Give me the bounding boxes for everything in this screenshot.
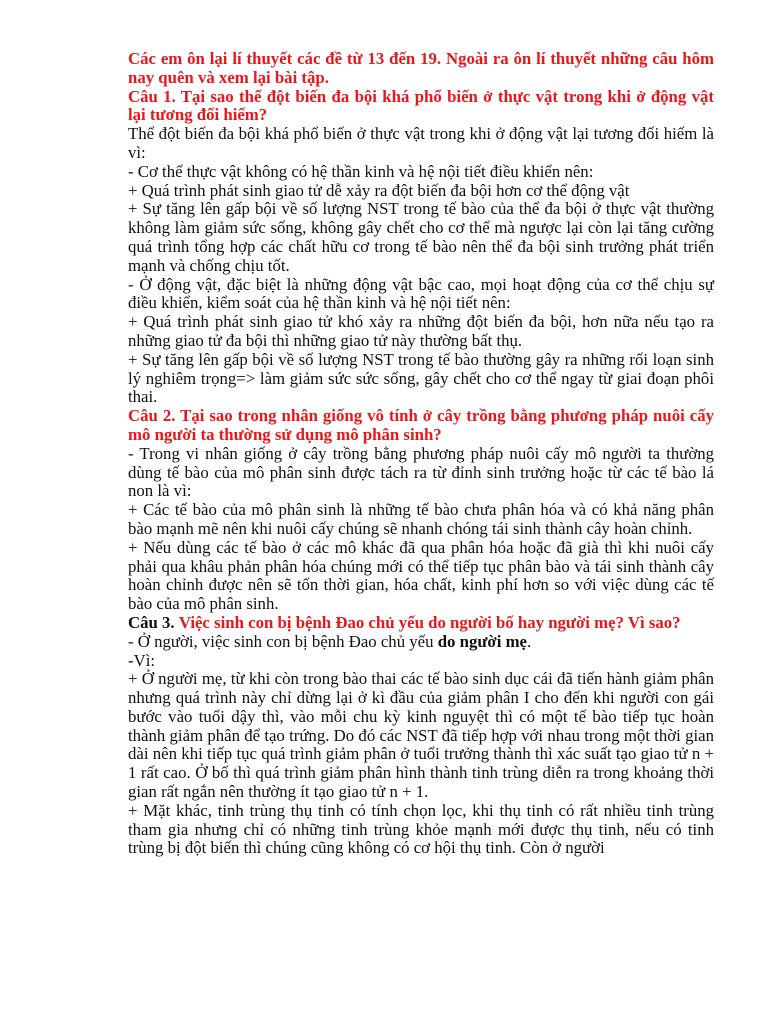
q2-line: - Trong vi nhân giống ở cây trồng bằng phương pháp nuôi cấy mô người ta thường dùng tế bào của mô phân sinh được tách ra từ đỉnh sinh trưởng hoặc từ các tế bào lá non là vì: — [128, 443, 714, 501]
q1-line: Thể đột biến đa bội khá phổ biến ở thực vật trong khi ở động vật lại tương đối hiếm là vì: — [128, 124, 714, 162]
q1-line: + Sự tăng lên gấp bội về số lượng NST trong tế bào thường gây ra những rối loạn sinh lý nghiêm trọng=> làm giảm sức sức sống, gây chết cho cơ thể ngay từ giai đoạn phôi thai. — [128, 349, 714, 407]
q3-line: + Ở người mẹ, từ khi còn trong bào thai các tế bào sinh dục cái đã tiến hành giảm phân nhưng quá trình này chỉ dừng lại ở kì đầu của giảm phân I cho đến khi người con gái bước vào tuổi dậy thì, vào mỗi chu kỳ kinh nguyệt thì có một tế bào tiếp tục hoàn thành giảm phân để tạo trứng. Do đó các NST đã tiếp hợp với nhau trong một thời gian dài nên khi tiếp tục quá trình giảm phân ở tuổi trưởng thành thì xác suất tạo giao tử n + 1 rất cao. Ở bố thì quá trình giảm phân hình thành tinh trùng diễn ra trong khoảng thời gian rất ngắn nên thường ít tạo giao tử n + 1. — [128, 669, 714, 802]
document-page — [128, 50, 714, 858]
q3-answer — [128, 633, 714, 652]
q3-answer-suffix: . — [527, 631, 532, 651]
q2-line: + Các tế bào của mô phân sinh là những tế bào chưa phân hóa và có khả năng phân bào mạnh mẽ nên khi nuôi cấy chúng sẽ nhanh chóng tái sinh thành cây hoàn chỉnh. — [128, 500, 714, 538]
q2-line: + Nếu dùng các tế bào ở các mô khác đã qua phân hóa hoặc đã già thì khi nuôi cấy phải qua khâu phản phân hóa chúng mới có thể tiếp tục phân bào và tái sinh thành cây hoàn chỉnh được nên sẽ tốn thời gian, hóa chất, kinh phí hơn so với việc dùng các tế bào của mô phân sinh. — [128, 537, 714, 614]
question-3-heading — [128, 614, 714, 633]
question-1-title: Câu 1. Tại sao thể đột biến đa bội khá phổ biến ở thực vật trong khi ở động vật lại tương đối hiếm? — [128, 86, 714, 125]
question-3-title: Việc sinh con bị bệnh Đao chủ yếu do người bố hay người mẹ? Vì sao? — [178, 612, 681, 632]
question-2-title: Câu 2. Tại sao trong nhân giống vô tính ở cây trồng bằng phương pháp nuôi cấy mô người ta thường sử dụng mô phân sinh? — [128, 406, 714, 444]
q1-line: - Cơ thể thực vật không có hệ thần kinh và hệ nội tiết điều khiển nên: — [128, 161, 594, 181]
intro-note: Các em ôn lại lí thuyết các đề từ 13 đến 19. Ngoài ra ôn lí thuyết những câu hôm nay quên và xem lại bài tập. — [128, 49, 714, 87]
q3-answer-bold: do người mẹ — [437, 631, 528, 651]
q1-line: + Sự tăng lên gấp bội về số lượng NST trong tế bào của thể đa bội ở thực vật thường không làm giảm sức sống, không gây chết cho cơ thể mà ngược lại còn lại tăng cường quá trình tổng hợp các chất hữu cơ trong tế bào nên thể đa bội sinh trưởng phát triển mạnh và chống chịu tốt. — [128, 199, 714, 275]
q1-line: - Ở động vật, đặc biệt là những động vật bậc cao, mọi hoạt động của cơ thể chịu sự điều khiển, kiểm soát của hệ thần kinh và hệ nội tiết nên: — [128, 274, 714, 313]
q3-vi: -Vì: — [128, 650, 156, 670]
q1-line: + Quá trình phát sinh giao tử dễ xảy ra đột biến đa bội hơn cơ thể động vật — [128, 180, 630, 200]
question-3-label: Câu 3. — [128, 612, 175, 632]
q3-answer-prefix: - Ở người, việc sinh con bị bệnh Đao chủ yếu — [128, 631, 438, 651]
q3-line: + Mặt khác, tinh trùng thụ tinh có tính chọn lọc, khi thụ tinh có rất nhiều tinh trùng tham gia nhưng chỉ có những tinh trùng khỏe mạnh mới được thụ tinh, nếu có tinh trùng bị đột biến thì chúng cũng không có cơ hội thụ tinh. Còn ở người — [128, 800, 714, 858]
q1-line: + Quá trình phát sinh giao tử khó xảy ra những đột biến đa bội, hơn nữa nếu tạo ra những giao tử đa bội thì những giao tử này thường bất thụ. — [128, 312, 714, 350]
